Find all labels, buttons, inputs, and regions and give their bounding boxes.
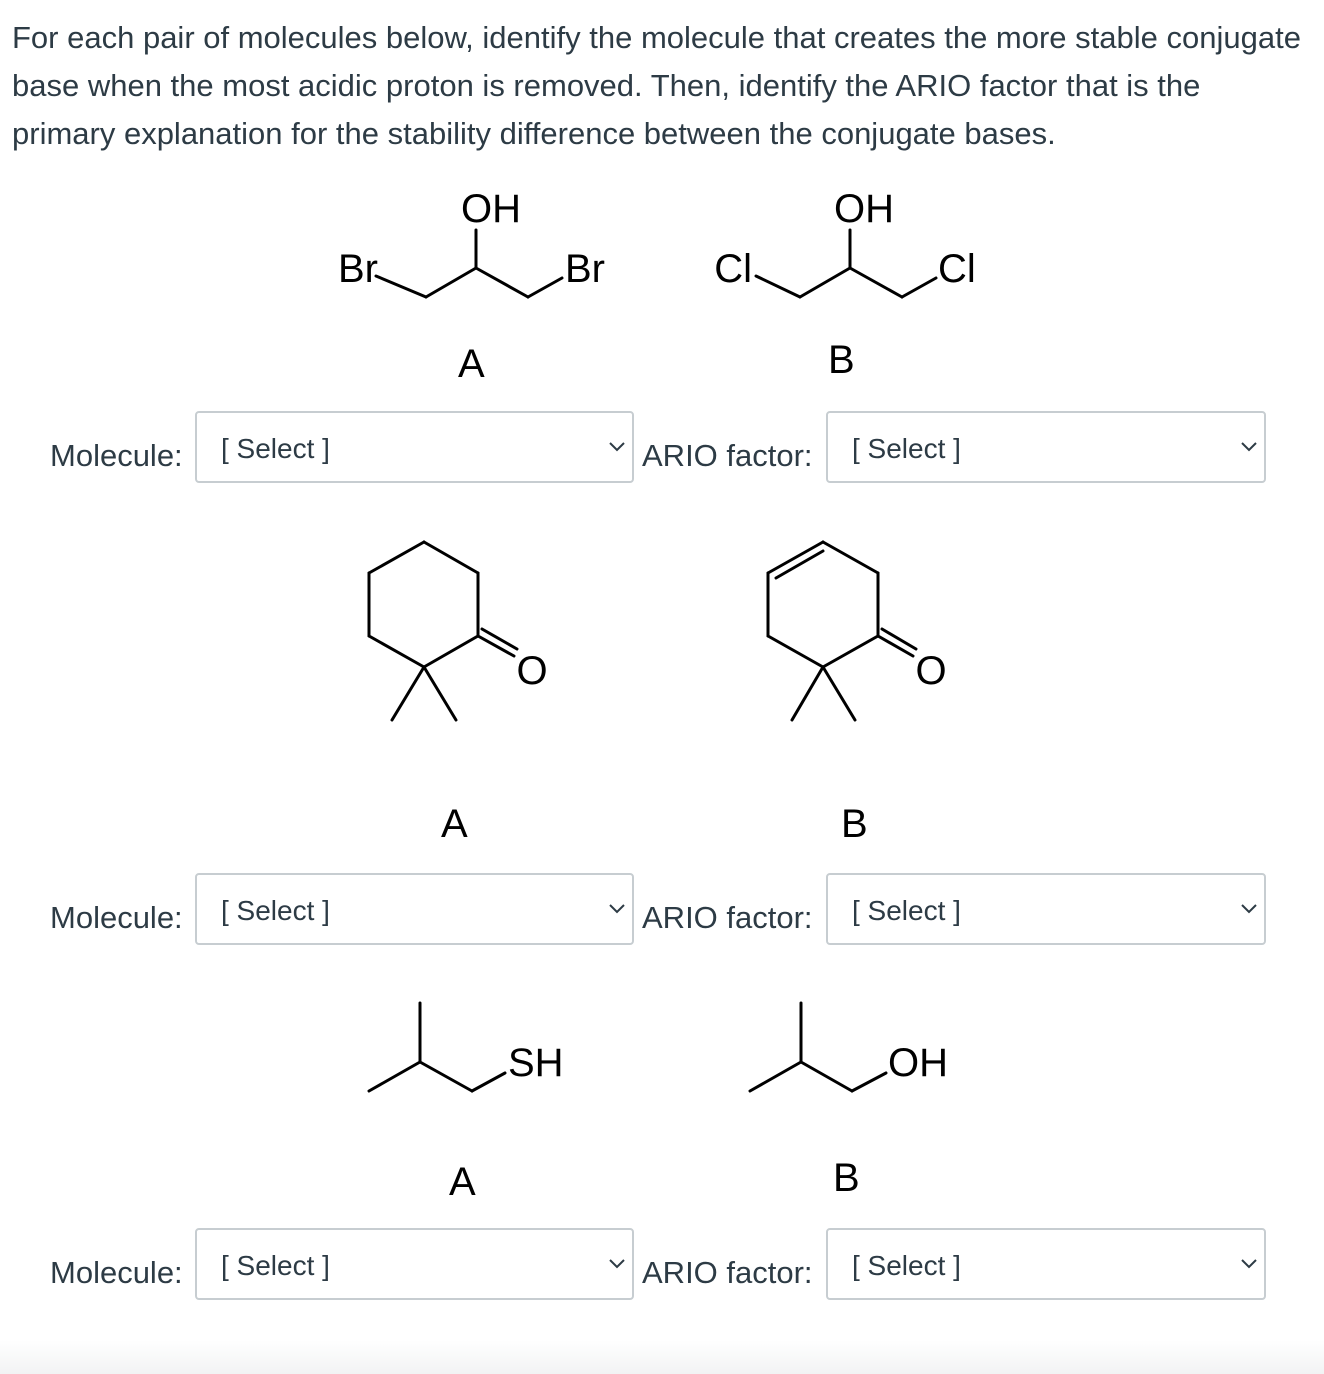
molecule-1-select[interactable] xyxy=(195,411,634,483)
molecule-3b-label: B xyxy=(833,1156,860,1200)
molecule-2a-label: A xyxy=(441,802,468,846)
select-value: [ Select ] xyxy=(221,433,330,464)
page-bottom-edge xyxy=(0,1340,1324,1374)
molecule-1-field-label: Molecule: xyxy=(50,438,183,473)
molecule-3-field-label: Molecule: xyxy=(50,1255,183,1290)
select-value: [ Select ] xyxy=(852,1250,961,1281)
atom-label: OH xyxy=(888,1041,948,1085)
molecule-1b-structure xyxy=(700,180,1000,310)
molecule-1a-label: A xyxy=(458,342,485,386)
molecule-3-select[interactable] xyxy=(195,1228,634,1300)
select-value: [ Select ] xyxy=(221,895,330,926)
molecule-3a-structure xyxy=(360,990,600,1100)
chevron-down-icon xyxy=(1240,1258,1258,1270)
molecule-3b-structure xyxy=(740,990,980,1100)
chevron-down-icon xyxy=(608,441,626,453)
ario-2-field-label: ARIO factor: xyxy=(642,900,813,935)
molecule-2b-label: B xyxy=(841,802,868,846)
atom-label: O xyxy=(915,649,947,693)
atom-label: Br xyxy=(338,247,378,291)
atom-label: Br xyxy=(565,247,605,291)
ario-3-select[interactable] xyxy=(826,1228,1266,1300)
atom-label: Cl xyxy=(938,247,976,291)
molecule-2-field-label: Molecule: xyxy=(50,900,183,935)
chevron-down-icon xyxy=(1240,441,1258,453)
instructions-text: For each pair of molecules below, identify the molecule that creates the more stable conjugate base when the most acidic proton is removed. Then, identify the ARIO factor that is the primary explanation for the stability difference between the conjugate bases. xyxy=(12,20,1301,151)
ario-2-select[interactable] xyxy=(826,873,1266,945)
molecule-1a-structure xyxy=(330,180,630,310)
atom-label: Cl xyxy=(714,247,752,291)
atom-label: SH xyxy=(508,1041,564,1085)
molecule-1b-label: B xyxy=(828,338,855,382)
ario-3-field-label: ARIO factor: xyxy=(642,1255,813,1290)
ario-1-select[interactable] xyxy=(826,411,1266,483)
select-value: [ Select ] xyxy=(221,1250,330,1281)
atom-label: O xyxy=(516,649,548,693)
select-value: [ Select ] xyxy=(852,895,961,926)
chevron-down-icon xyxy=(1240,903,1258,915)
select-value: [ Select ] xyxy=(852,433,961,464)
chevron-down-icon xyxy=(608,903,626,915)
atom-label: OH xyxy=(461,187,521,231)
ario-1-field-label: ARIO factor: xyxy=(642,438,813,473)
molecule-2-select[interactable] xyxy=(195,873,634,945)
chevron-down-icon xyxy=(608,1258,626,1270)
atom-label: OH xyxy=(834,187,894,231)
molecule-2a-structure xyxy=(350,530,580,730)
molecule-2b-structure xyxy=(750,530,980,730)
molecule-3a-label: A xyxy=(449,1160,476,1204)
